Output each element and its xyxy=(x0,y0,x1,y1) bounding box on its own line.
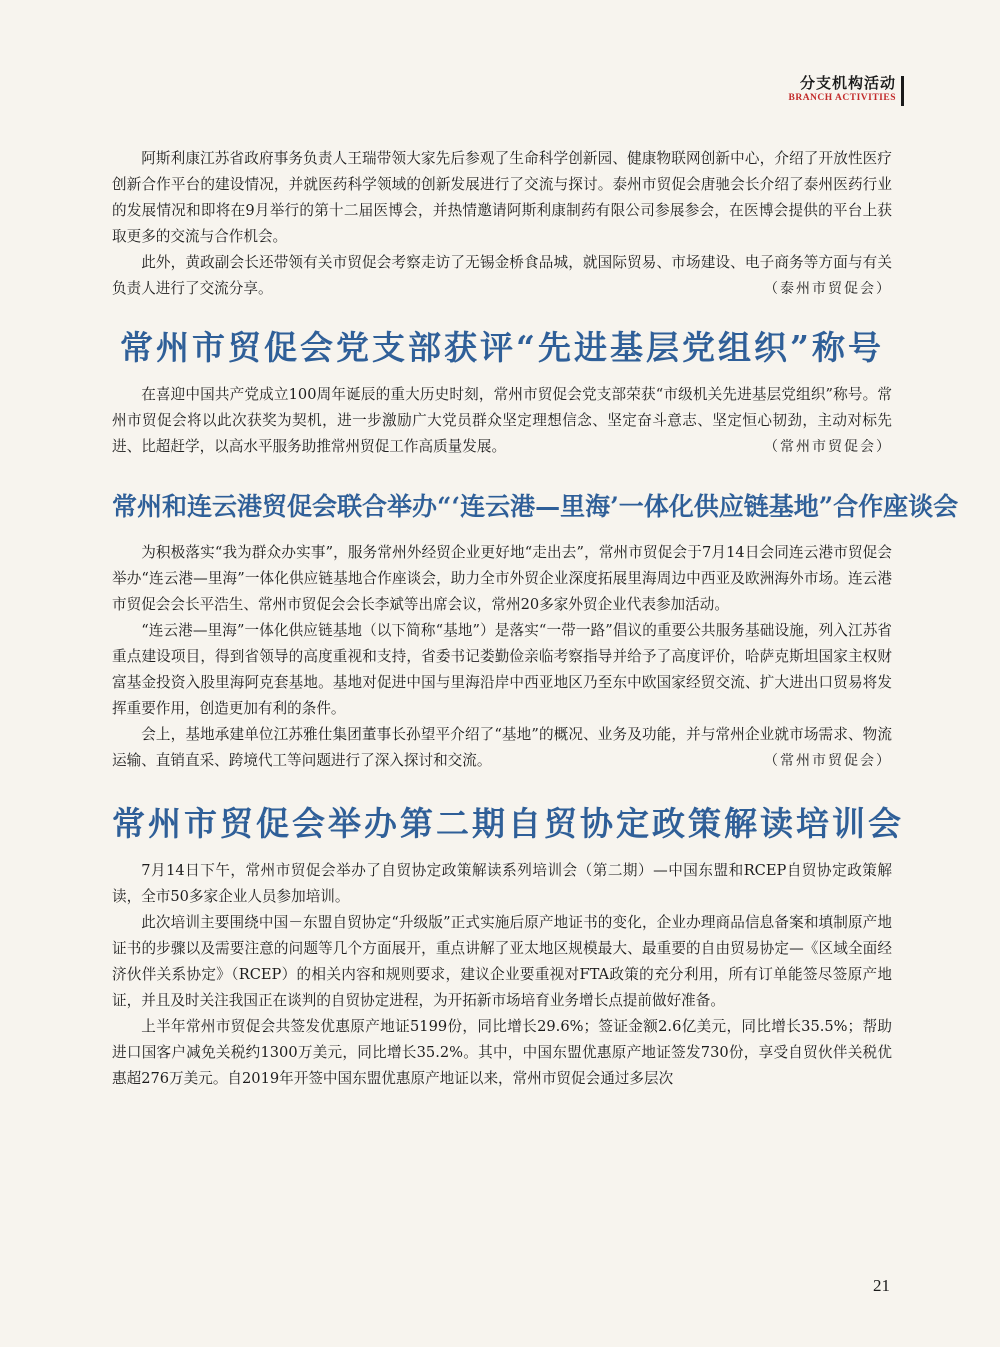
article2-paragraph-1: 为积极落实“我为群众办实事”，服务常州外经贸企业更好地“走出去”，常州市贸促会于7月14日会同连云港市贸促会举办“连云港—里海”一体化供应链基地合作座谈会，助力全市外贸企业深度拓展里海周边中西亚及欧洲海外市场。连云港市贸促会会长平浩生、常州市贸促会会长李斌等出席会议，常州20多家外贸企业代表参加活动。 xyxy=(112,544,892,613)
article2-title: 常州和连云港贸促会联合举办“‘连云港—里海’一体化供应链基地”合作座谈会 xyxy=(112,492,959,521)
article1-paragraph-1-text: 在喜迎中国共产党成立100周年诞辰的重大历史时刻，常州市贸促会党支部荣获“市级机关先进基层党组织”称号。常州市贸促会将以此次获奖为契机，进一步激励广大党员群众坚定理想信念、坚定奋斗意志、坚定恒心韧劲，主动对标先进、比超赶学，以高水平服务助推常州贸促工作高质量发展。 xyxy=(112,386,892,455)
page-content xyxy=(112,146,959,1092)
intro-paragraph-2-text: 此外，黄政副会长还带领有关市贸促会考察走访了无锡金桥食品城，就国际贸易、市场建设、电子商务等方面与有关负责人进行了交流分享。 xyxy=(112,254,892,297)
article2-paragraph-2: “连云港—里海”一体化供应链基地（以下简称“基地”）是落实“一带一路”倡议的重要公共服务基础设施，列入江苏省重点建设项目，得到省领导的高度重视和支持，省委书记娄勤俭亲临考察指导并给予了高度评价，哈萨克斯坦国家主权财富基金投资入股里海阿克套基地。基地对促进中国与里海沿岸中西亚地区乃至东中欧国家经贸交流、扩大进出口贸易将发挥重要作用，创造更加有利的条件。 xyxy=(112,622,892,717)
intro-paragraph-1: 阿斯利康江苏省政府事务负责人王瑞带领大家先后参观了生命科学创新园、健康物联网创新中心，介绍了开放性医疗创新合作平台的建设情况，并就医药科学领域的创新发展进行了交流与探讨。泰州市贸促会唐驰会长介绍了泰州医药行业的发展情况和即将在9月举行的第十二届医博会，并热情邀请阿斯利康制药有限公司参展参会，在医博会提供的平台上获取更多的交流与合作机会。 xyxy=(112,150,892,245)
article2-paragraph-3-text: 会上，基地承建单位江苏雅仕集团董事长孙望平介绍了“基地”的概况、业务及功能，并与常州企业就市场需求、物流运输、直销直采、跨境代工等问题进行了深入探讨和交流。 xyxy=(112,726,892,769)
intro-paragraph-2 xyxy=(112,250,892,302)
article2-source: （常州市贸促会） xyxy=(764,753,892,769)
article2-paragraph-3 xyxy=(112,722,892,774)
section-header xyxy=(789,74,897,104)
section-title-en: BRANCH ACTIVITIES xyxy=(788,93,896,103)
article1-paragraph-1 xyxy=(112,382,892,460)
article3-paragraph-1: 7月14日下午，常州市贸促会举办了自贸协定政策解读系列培训会（第二期）—中国东盟和RCEP自贸协定政策解读，全市50多家企业人员参加培训。 xyxy=(112,862,892,905)
section-title-cn: 分支机构活动 xyxy=(799,74,896,92)
article1-title: 常州市贸促会党支部获评“先进基层党组织”称号 xyxy=(120,328,884,367)
article3-paragraph-3: 上半年常州市贸促会共签发优惠原产地证5199份，同比增长29.6%；签证金额2.6亿美元，同比增长35.5%；帮助进口国客户减免关税约1300万美元，同比增长35.2%。其中，中国东盟优惠原产地证签发730份，享受自贸伙伴关税优惠超276万美元。自2019年开签中国东盟优惠原产地证以来，常州市贸促会通过多层次 xyxy=(112,1018,892,1087)
page-number: 21 xyxy=(873,1276,890,1295)
article3-paragraph-2: 此次培训主要围绕中国－东盟自贸协定“升级版”正式实施后原产地证书的变化，企业办理商品信息备案和填制原产地证书的步骤以及需要注意的问题等几个方面展开，重点讲解了亚太地区规模最大、最重要的自由贸易协定—《区域全面经济伙伴关系协定》（RCEP）的相关内容和规则要求，建议企业要重视对FTA政策的充分利用，所有订单能签尽签原产地证，并且及时关注我国正在谈判的自贸协定进程，为开拓新市场培育业务增长点提前做好准备。 xyxy=(112,914,892,1009)
article3-title: 常州市贸促会举办第二期自贸协定政策解读培训会 xyxy=(112,804,904,843)
intro-source: （泰州市贸促会） xyxy=(764,281,892,297)
article1-source: （常州市贸促会） xyxy=(764,439,892,455)
header-divider xyxy=(901,76,904,106)
